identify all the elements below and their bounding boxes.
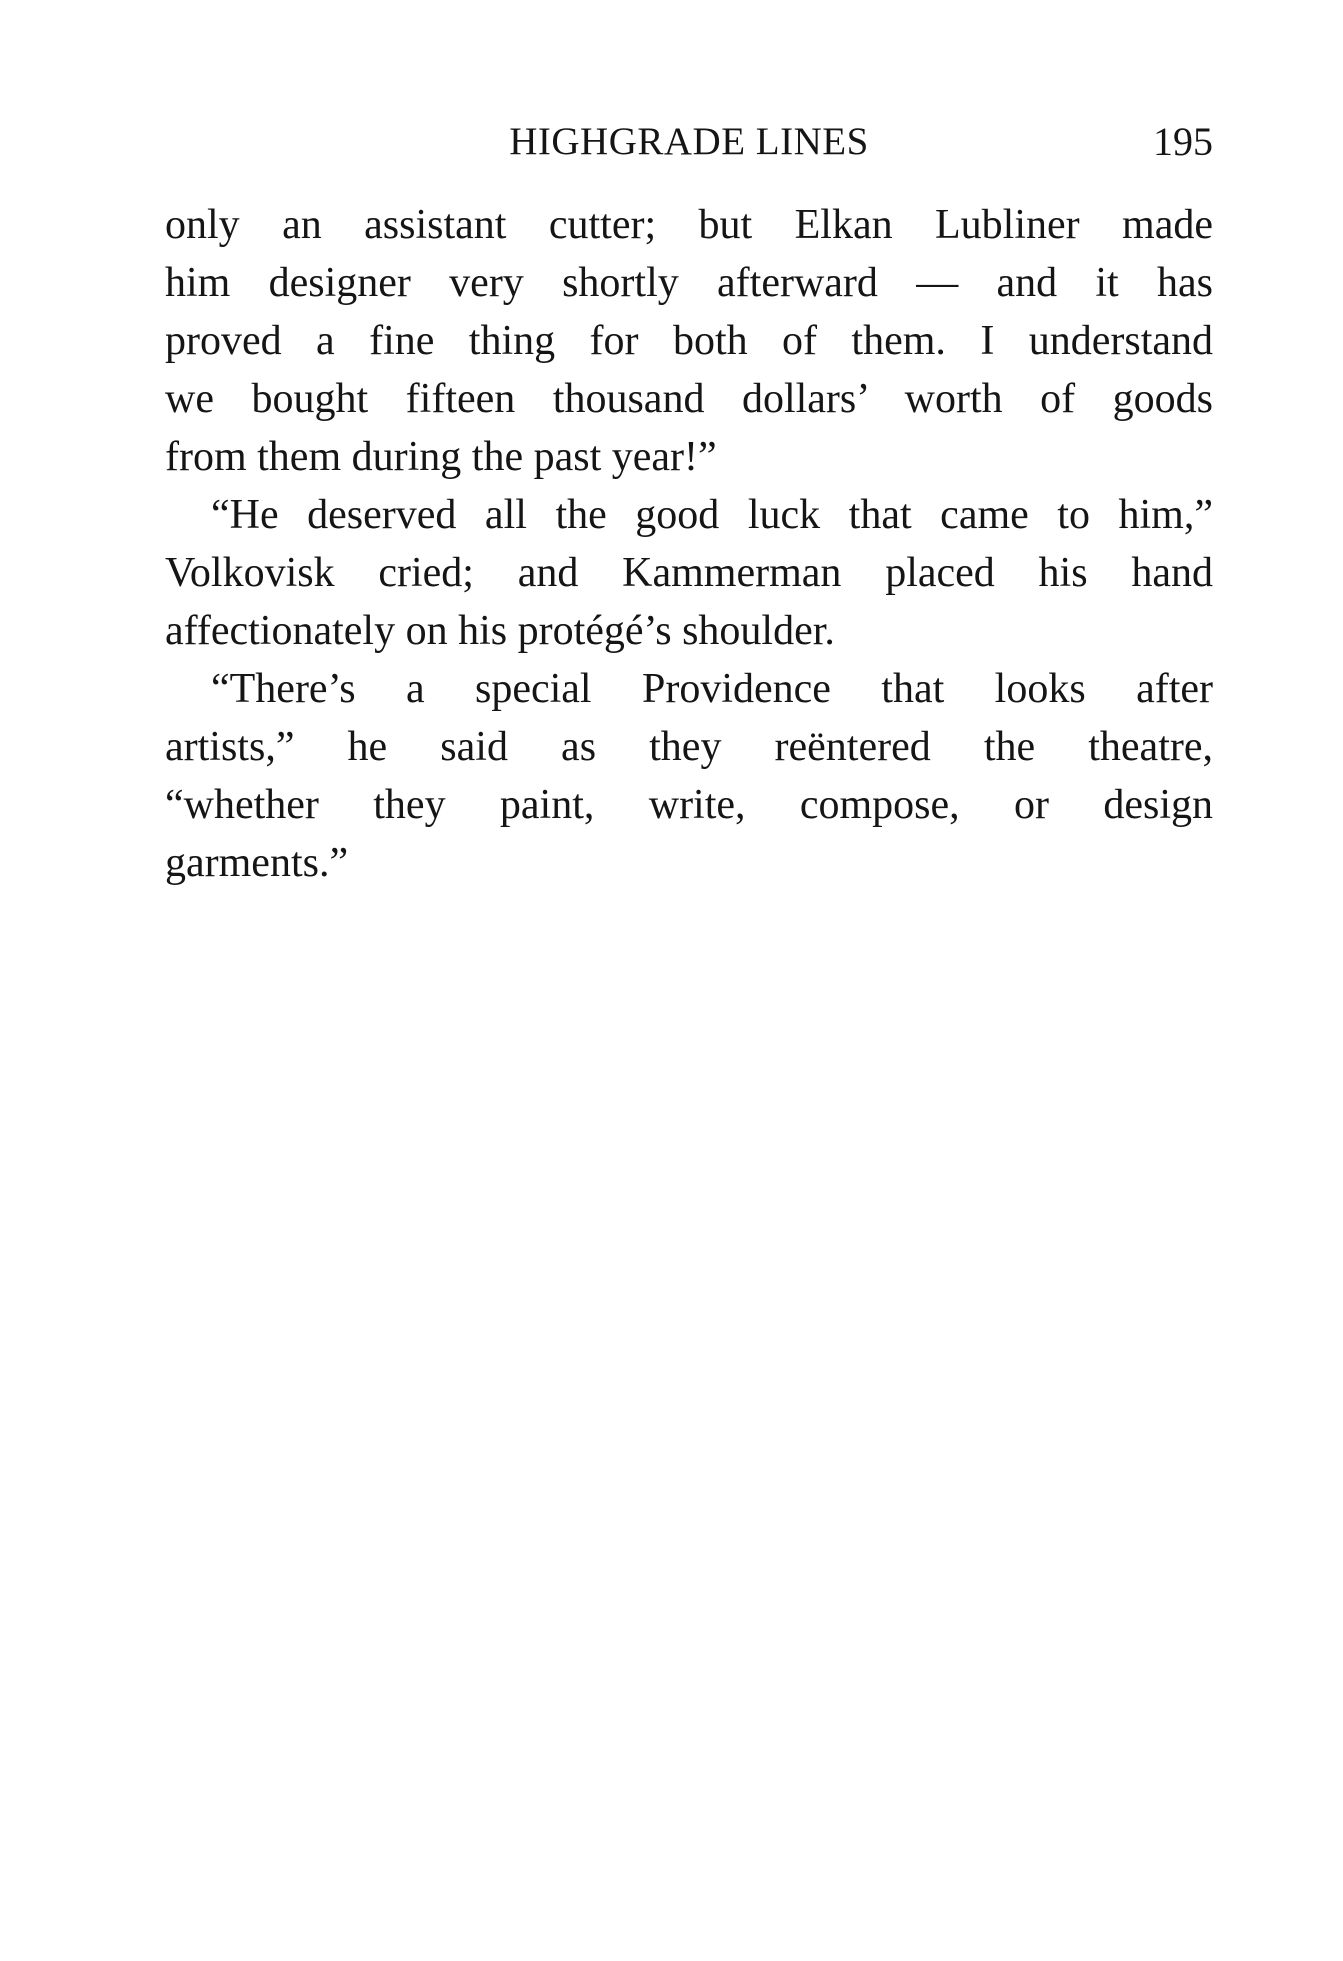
running-head (165, 112, 1213, 172)
paragraph-1 (165, 196, 1213, 486)
text-line: garments.” (165, 840, 349, 886)
text-line: him designer very shortly afterward — and it has (165, 260, 1213, 306)
text-line: “There’s a special Providence that looks after (211, 666, 1213, 712)
page-number: 195 (1153, 119, 1213, 164)
text-line: “He deserved all the good luck that came to him,” (211, 492, 1213, 538)
text-line: artists,” he said as they reëntered the theatre, (165, 724, 1213, 770)
text-line: affectionately on his protégé’s shoulder. (165, 608, 835, 654)
text-line: “whether they paint, write, compose, or design (165, 782, 1213, 828)
text-line: we bought fifteen thousand dollars’ worth of goods (165, 376, 1213, 422)
text-line: proved a fine thing for both of them. I understand (165, 318, 1213, 364)
paragraph-3 (165, 660, 1213, 892)
text-line: from them during the past year!” (165, 434, 717, 480)
body-text (165, 196, 1213, 892)
running-title: HIGHGRADE LINES (509, 120, 869, 163)
paragraph-2 (165, 486, 1213, 660)
text-line: only an assistant cutter; but Elkan Lubliner made (165, 202, 1213, 248)
text-line: Volkovisk cried; and Kammerman placed his hand (165, 550, 1213, 596)
